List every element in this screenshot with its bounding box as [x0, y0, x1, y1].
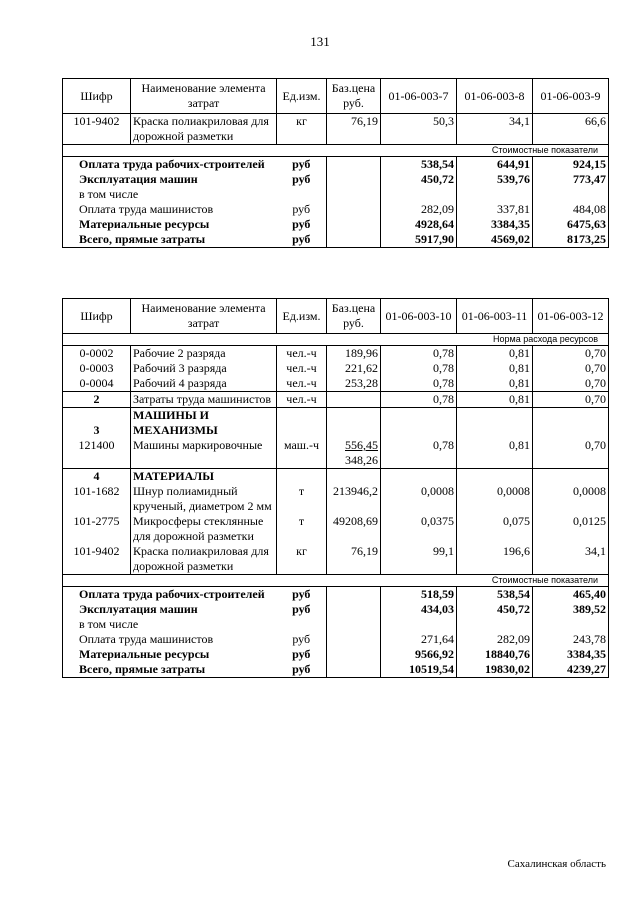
code-cell: 0-0003	[63, 361, 131, 376]
name-cell: Шнур полиамидный крученый, диаметром 2 мм	[131, 484, 277, 514]
column-header: 01-06-003-7	[381, 79, 457, 114]
section-label: Норма расхода ресурсов	[63, 334, 609, 346]
value-cell: 0,0008	[533, 484, 609, 514]
value-cell: 0,78	[381, 376, 457, 392]
code-cell: 101-9402	[63, 544, 131, 575]
name-cell: Затраты труда машинистов	[131, 392, 277, 408]
summary-label: Оплата труда машинистов	[63, 632, 277, 647]
summary-row	[63, 587, 609, 603]
empty-cell	[457, 469, 533, 485]
summary-row	[63, 187, 609, 202]
price-cell: 213946,2	[327, 484, 381, 514]
name-cell: Рабочий 4 разряда	[131, 376, 277, 392]
summary-value: 4928,64	[381, 217, 457, 232]
empty-cell	[327, 172, 381, 187]
summary-row	[63, 157, 609, 173]
group-header-row	[63, 469, 609, 485]
group-number: 3	[63, 408, 131, 439]
section-divider	[63, 145, 609, 157]
unit-cell: чел.-ч	[277, 346, 327, 362]
summary-unit: руб	[277, 587, 327, 603]
group-number: 4	[63, 469, 131, 485]
column-header: Ед.изм.	[277, 299, 327, 334]
empty-cell	[457, 453, 533, 469]
code-cell: 101-9402	[63, 114, 131, 145]
table-row	[63, 346, 609, 362]
summary-unit: руб	[277, 157, 327, 173]
resource-table-2	[62, 298, 609, 678]
empty-cell	[327, 217, 381, 232]
empty-cell	[327, 587, 381, 603]
summary-unit: руб	[277, 202, 327, 217]
table-row	[63, 438, 609, 453]
value-cell: 0,81	[457, 346, 533, 362]
empty-cell	[327, 632, 381, 647]
summary-unit: руб	[277, 632, 327, 647]
summary-label: в том числе	[63, 617, 277, 632]
empty-cell	[327, 157, 381, 173]
summary-row	[63, 617, 609, 632]
unit-cell: маш.-ч	[277, 438, 327, 453]
price-cell: 253,28	[327, 376, 381, 392]
summary-row	[63, 602, 609, 617]
empty-cell	[277, 453, 327, 469]
summary-label: Всего, прямые затраты	[63, 232, 277, 248]
name-cell: Рабочие 2 разряда	[131, 346, 277, 362]
summary-label: Оплата труда машинистов	[63, 202, 277, 217]
price-cell: 49208,69	[327, 514, 381, 544]
summary-value	[457, 187, 533, 202]
value-cell: 34,1	[533, 544, 609, 575]
section-label: Стоимостные показатели	[63, 145, 609, 157]
summary-value: 19830,02	[457, 662, 533, 678]
table-row	[63, 376, 609, 392]
summary-value: 450,72	[457, 602, 533, 617]
summary-value	[381, 187, 457, 202]
code-cell: 101-2775	[63, 514, 131, 544]
summary-unit: руб	[277, 647, 327, 662]
value-cell: 99,1	[381, 544, 457, 575]
price-cell: 76,19	[327, 544, 381, 575]
name-cell: Краска полиакриловая для дорожной разметки	[131, 544, 277, 575]
summary-value: 389,52	[533, 602, 609, 617]
table-row	[63, 484, 609, 514]
group-title: МАТЕРИАЛЫ	[131, 469, 277, 485]
summary-unit	[277, 187, 327, 202]
unit-cell: чел.-ч	[277, 361, 327, 376]
summary-value: 6475,63	[533, 217, 609, 232]
price-cell	[327, 392, 381, 408]
empty-cell	[381, 408, 457, 439]
summary-value: 465,40	[533, 587, 609, 603]
empty-cell	[277, 408, 327, 439]
column-header: 01-06-003-9	[533, 79, 609, 114]
table-row	[63, 514, 609, 544]
summary-value: 644,91	[457, 157, 533, 173]
value-cell: 34,1	[457, 114, 533, 145]
column-header: Баз.цена руб.	[327, 299, 381, 334]
summary-unit: руб	[277, 662, 327, 678]
table-row	[63, 453, 609, 469]
summary-row	[63, 172, 609, 187]
unit-cell: т	[277, 514, 327, 544]
column-header: Баз.цена руб.	[327, 79, 381, 114]
value-cell: 0,78	[381, 392, 457, 408]
summary-value	[381, 617, 457, 632]
empty-cell	[327, 202, 381, 217]
empty-cell	[327, 187, 381, 202]
section-label: Стоимостные показатели	[63, 575, 609, 587]
summary-row	[63, 662, 609, 678]
resource-table-1	[62, 78, 609, 248]
unit-cell: чел.-ч	[277, 392, 327, 408]
empty-cell	[457, 408, 533, 439]
summary-value: 243,78	[533, 632, 609, 647]
empty-cell	[327, 647, 381, 662]
column-header: 01-06-003-12	[533, 299, 609, 334]
summary-value: 4569,02	[457, 232, 533, 248]
summary-value: 282,09	[381, 202, 457, 217]
column-header: Наименование элемента затрат	[131, 79, 277, 114]
summary-value: 8173,25	[533, 232, 609, 248]
summary-label: Материальные ресурсы	[63, 647, 277, 662]
price-cell: 221,62	[327, 361, 381, 376]
summary-value: 5917,90	[381, 232, 457, 248]
group-header-row	[63, 408, 609, 439]
empty-cell	[533, 408, 609, 439]
value-cell: 0,70	[533, 346, 609, 362]
value-cell: 196,6	[457, 544, 533, 575]
summary-row	[63, 202, 609, 217]
summary-label: Материальные ресурсы	[63, 217, 277, 232]
empty-cell	[533, 453, 609, 469]
empty-cell	[327, 602, 381, 617]
summary-value	[533, 617, 609, 632]
summary-value: 924,15	[533, 157, 609, 173]
summary-unit: руб	[277, 172, 327, 187]
code-cell: 2	[63, 392, 131, 408]
empty-cell	[327, 408, 381, 439]
table-row	[63, 114, 609, 145]
summary-value: 434,03	[381, 602, 457, 617]
value-cell: 0,70	[533, 392, 609, 408]
summary-value	[457, 617, 533, 632]
price-cell: 76,19	[327, 114, 381, 145]
column-header: 01-06-003-11	[457, 299, 533, 334]
page-number: 131	[310, 34, 330, 49]
value-cell: 66,6	[533, 114, 609, 145]
summary-label: Всего, прямые затраты	[63, 662, 277, 678]
empty-cell	[327, 232, 381, 248]
code-cell: 121400	[63, 438, 131, 453]
value-cell: 0,075	[457, 514, 533, 544]
summary-label: Эксплуатация машин	[63, 172, 277, 187]
table-row	[63, 392, 609, 408]
summary-value: 518,59	[381, 587, 457, 603]
column-header: Шифр	[63, 299, 131, 334]
summary-value	[533, 187, 609, 202]
summary-row	[63, 632, 609, 647]
empty-cell	[327, 662, 381, 678]
table-row	[63, 361, 609, 376]
summary-value: 337,81	[457, 202, 533, 217]
value-cell: 0,70	[533, 438, 609, 453]
summary-label: Оплата труда рабочих-строителей	[63, 157, 277, 173]
summary-value: 282,09	[457, 632, 533, 647]
summary-value: 3384,35	[457, 217, 533, 232]
footer-region-label: Сахалинская область	[507, 858, 606, 870]
value-cell: 0,78	[381, 346, 457, 362]
group-title: МАШИНЫ И МЕХАНИЗМЫ	[131, 408, 277, 439]
summary-value: 538,54	[457, 587, 533, 603]
empty-cell	[131, 453, 277, 469]
empty-cell	[63, 453, 131, 469]
unit-cell: чел.-ч	[277, 376, 327, 392]
unit-cell: т	[277, 484, 327, 514]
summary-value: 450,72	[381, 172, 457, 187]
column-header: Наименование элемента затрат	[131, 299, 277, 334]
code-cell: 101-1682	[63, 484, 131, 514]
unit-cell: кг	[277, 114, 327, 145]
price-cell: 189,96	[327, 346, 381, 362]
summary-value: 9566,92	[381, 647, 457, 662]
value-cell: 50,3	[381, 114, 457, 145]
value-cell: 0,70	[533, 361, 609, 376]
column-header: 01-06-003-8	[457, 79, 533, 114]
empty-cell	[327, 469, 381, 485]
price-cell: 348,26	[327, 453, 381, 469]
value-cell: 0,70	[533, 376, 609, 392]
name-cell: Микросферы стеклянные для дорожной разметки	[131, 514, 277, 544]
value-cell: 0,81	[457, 376, 533, 392]
unit-cell: кг	[277, 544, 327, 575]
empty-cell	[327, 617, 381, 632]
summary-label: Эксплуатация машин	[63, 602, 277, 617]
code-cell: 0-0004	[63, 376, 131, 392]
value-cell: 0,0008	[381, 484, 457, 514]
section-divider	[63, 334, 609, 346]
table-header-row	[63, 299, 609, 334]
empty-cell	[381, 469, 457, 485]
value-cell: 0,81	[457, 438, 533, 453]
summary-label: Оплата труда рабочих-строителей	[63, 587, 277, 603]
summary-unit: руб	[277, 602, 327, 617]
summary-value: 773,47	[533, 172, 609, 187]
value-cell: 0,81	[457, 392, 533, 408]
summary-value: 3384,35	[533, 647, 609, 662]
summary-row	[63, 647, 609, 662]
value-cell: 0,78	[381, 438, 457, 453]
empty-cell	[277, 469, 327, 485]
name-cell: Краска полиакриловая для дорожной разметки	[131, 114, 277, 145]
summary-value: 18840,76	[457, 647, 533, 662]
name-cell: Машины маркировочные	[131, 438, 277, 453]
value-cell: 0,0008	[457, 484, 533, 514]
value-cell: 0,78	[381, 361, 457, 376]
summary-value: 10519,54	[381, 662, 457, 678]
value-cell: 0,81	[457, 361, 533, 376]
name-cell: Рабочий 3 разряда	[131, 361, 277, 376]
table-row	[63, 544, 609, 575]
value-cell: 0,0125	[533, 514, 609, 544]
summary-value: 271,64	[381, 632, 457, 647]
value-cell: 0,0375	[381, 514, 457, 544]
section-divider	[63, 575, 609, 587]
summary-value: 538,54	[381, 157, 457, 173]
summary-value: 539,76	[457, 172, 533, 187]
column-header: 01-06-003-10	[381, 299, 457, 334]
column-header: Ед.изм.	[277, 79, 327, 114]
price-cell: 556,45	[327, 438, 381, 453]
table-header-row	[63, 79, 609, 114]
summary-unit	[277, 617, 327, 632]
summary-row	[63, 217, 609, 232]
column-header: Шифр	[63, 79, 131, 114]
summary-unit: руб	[277, 217, 327, 232]
empty-cell	[533, 469, 609, 485]
empty-cell	[381, 453, 457, 469]
summary-value: 4239,27	[533, 662, 609, 678]
summary-label: в том числе	[63, 187, 277, 202]
summary-unit: руб	[277, 232, 327, 248]
summary-row	[63, 232, 609, 248]
code-cell: 0-0002	[63, 346, 131, 362]
summary-value: 484,08	[533, 202, 609, 217]
